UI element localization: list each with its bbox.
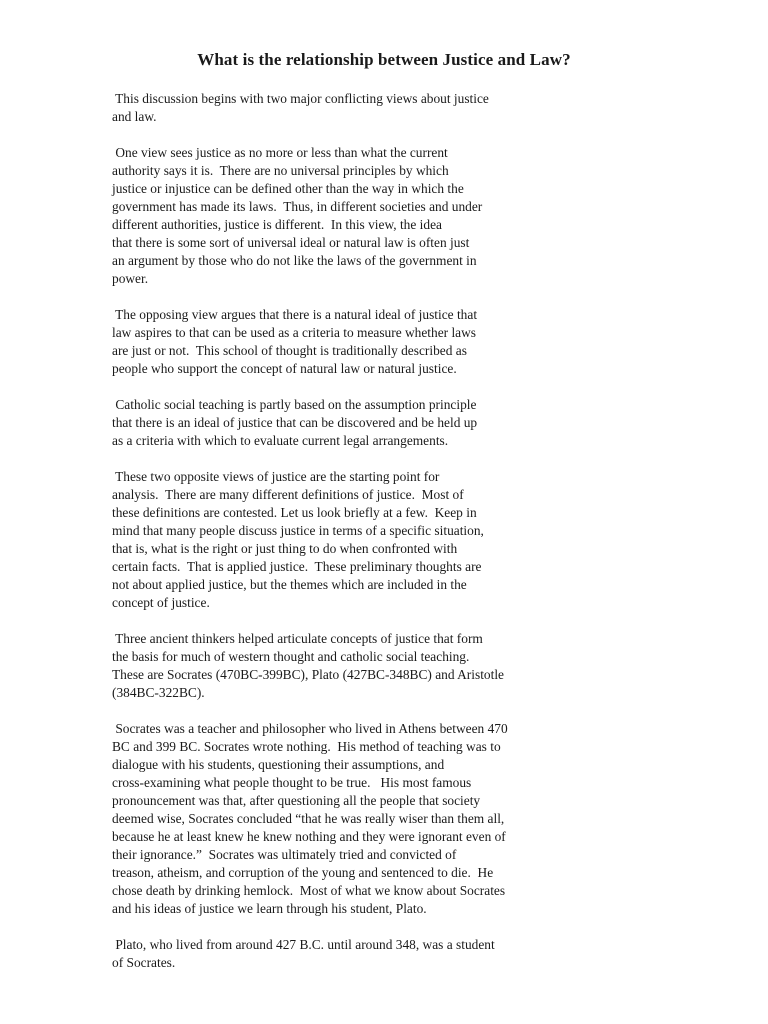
text-line: an argument by those who do not like the laws of the government in	[112, 253, 477, 268]
text-line: are just or not. This school of thought is traditionally described as	[112, 343, 467, 358]
text-line: Socrates was a teacher and philosopher who lived in Athens between 470	[112, 721, 508, 736]
text-line: different authorities, justice is different. In this view, the idea	[112, 217, 442, 232]
text-line: because he at least knew he knew nothing and they were ignorant even of	[112, 829, 506, 844]
text-line: certain facts. That is applied justice. These preliminary thoughts are	[112, 559, 482, 574]
text-line: authority says it is. There are no universal principles by which	[112, 163, 449, 178]
text-line: justice or injustice can be defined other than the way in which the	[112, 181, 464, 196]
text-line: deemed wise, Socrates concluded “that he was really wiser than them all,	[112, 811, 505, 826]
paragraph	[112, 306, 572, 378]
text-line: (384BC-322BC).	[112, 685, 205, 700]
text-line: that there is some sort of universal ideal or natural law is often just	[112, 235, 470, 250]
text-line: This discussion begins with two major conflicting views about justice	[112, 91, 489, 106]
text-line: Plato, who lived from around 427 B.C. until around 348, was a student	[112, 937, 495, 952]
text-line: of Socrates.	[112, 955, 176, 970]
text-line: that is, what is the right or just thing to do when confronted with	[112, 541, 458, 556]
paragraph	[112, 144, 572, 288]
text-line: pronouncement was that, after questioning all the people that society	[112, 793, 481, 808]
text-line: mind that many people discuss justice in terms of a specific situation,	[112, 523, 484, 538]
text-line: government has made its laws. Thus, in different societies and under	[112, 199, 483, 214]
text-line: concept of justice.	[112, 595, 210, 610]
paragraph	[112, 468, 572, 612]
text-line: not about applied justice, but the themes which are included in the	[112, 577, 467, 592]
text-line: Three ancient thinkers helped articulate concepts of justice that form	[112, 631, 483, 646]
text-line: Catholic social teaching is partly based on the assumption principle	[112, 397, 477, 412]
text-line: cross-examining what people thought to be true. His most famous	[112, 775, 472, 790]
document-title: What is the relationship between Justice and Law?	[197, 50, 571, 69]
text-line: the basis for much of western thought and catholic social teaching.	[112, 649, 470, 664]
paragraph	[112, 630, 572, 702]
text-line: as a criteria with which to evaluate current legal arrangements.	[112, 433, 449, 448]
paragraph	[112, 396, 572, 450]
text-line: that there is an ideal of justice that can be discovered and be held up	[112, 415, 478, 430]
text-line: BC and 399 BC. Socrates wrote nothing. His method of teaching was to	[112, 739, 501, 754]
document-body	[112, 90, 572, 990]
text-line: The opposing view argues that there is a natural ideal of justice that	[112, 307, 478, 322]
text-line: One view sees justice as no more or less than what the current	[112, 145, 448, 160]
text-line: law aspires to that can be used as a criteria to measure whether laws	[112, 325, 477, 340]
text-line: power.	[112, 271, 149, 286]
text-line: people who support the concept of natural law or natural justice.	[112, 361, 457, 376]
text-line: dialogue with his students, questioning their assumptions, and	[112, 757, 445, 772]
text-line: These are Socrates (470BC-399BC), Plato (427BC-348BC) and Aristotle	[112, 667, 504, 682]
text-line: treason, atheism, and corruption of the young and sentenced to die. He	[112, 865, 494, 880]
paragraph	[112, 90, 572, 126]
text-line: chose death by drinking hemlock. Most of what we know about Socrates	[112, 883, 506, 898]
text-line: and law.	[112, 109, 157, 124]
text-line: These two opposite views of justice are the starting point for	[112, 469, 440, 484]
text-line: these definitions are contested. Let us look briefly at a few. Keep in	[112, 505, 477, 520]
paragraph	[112, 720, 572, 918]
text-line: their ignorance.” Socrates was ultimately tried and convicted of	[112, 847, 457, 862]
paragraph	[112, 936, 572, 972]
text-line: and his ideas of justice we learn through his student, Plato.	[112, 901, 427, 916]
text-line: analysis. There are many different definitions of justice. Most of	[112, 487, 464, 502]
